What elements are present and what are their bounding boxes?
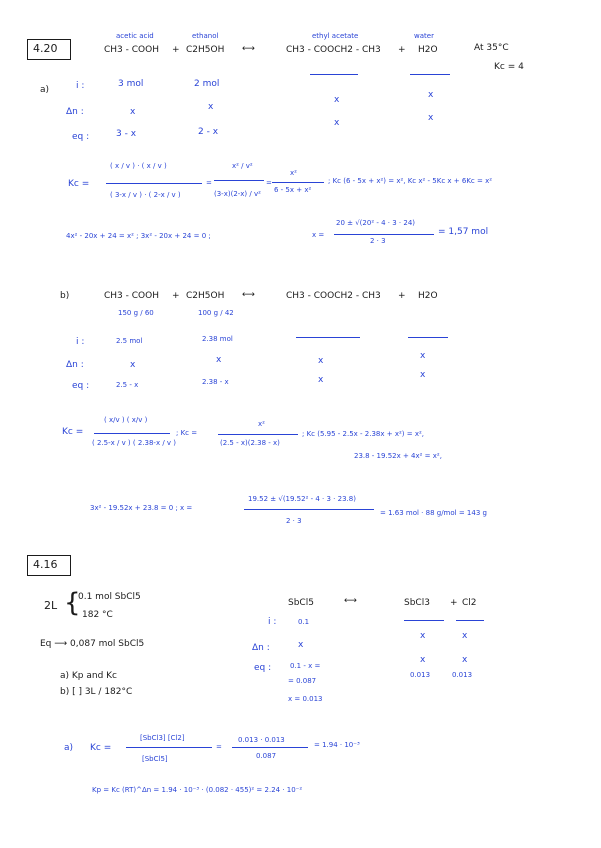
- plus-2: +: [398, 291, 406, 301]
- question-a: a) Kp and Kc: [60, 671, 118, 681]
- row-label-i: i :: [76, 337, 85, 347]
- kc-denominator-values: 0.087: [256, 752, 277, 760]
- dn-value: x: [462, 631, 468, 641]
- fraction-bar: [334, 234, 434, 235]
- x-result: = 1.63 mol · 88 g/mol = 143 g: [380, 509, 487, 517]
- eq-value: 2 - x: [198, 127, 219, 137]
- mass-acetic: 150 g / 60: [118, 309, 154, 317]
- dn-value: x: [318, 356, 324, 366]
- label-water: water: [414, 32, 434, 40]
- kc-result: = 1.94 · 10⁻³: [314, 741, 360, 749]
- kc-label: Kc =: [90, 743, 112, 753]
- kc-step2-numerator: x² / v²: [232, 162, 253, 170]
- underline: [410, 74, 450, 75]
- equals: =: [216, 743, 222, 751]
- product-water: H2O: [418, 291, 438, 301]
- row-label-dn: Δn :: [252, 643, 270, 653]
- underline: [408, 337, 448, 338]
- i-value: 2 mol: [194, 79, 220, 89]
- eq-value: x: [420, 655, 426, 665]
- eq-value: x: [318, 375, 324, 385]
- fraction-bar: [94, 433, 170, 434]
- reactant-acetic: CH3 - COOH: [104, 291, 159, 301]
- row-label-i: i :: [268, 617, 277, 627]
- eq-value: 0.013: [452, 671, 473, 679]
- eq-value: x: [428, 113, 434, 123]
- dn-value: x: [334, 95, 340, 105]
- kc-step3-denominator: 6 - 5x + x²: [274, 186, 312, 194]
- i-value: 0.1: [298, 618, 310, 626]
- x-value: x = 0.013: [288, 695, 323, 703]
- kc-given: Kc = 4: [494, 62, 524, 72]
- fraction-bar: [106, 183, 202, 184]
- fraction-bar: [272, 182, 324, 183]
- eq-value: 0.013: [410, 671, 431, 679]
- equals: =: [266, 179, 272, 187]
- x-denominator: 2 · 3: [286, 517, 302, 525]
- mass-ethanol: 100 g / 42: [198, 309, 234, 317]
- product-1: SbCl3: [404, 598, 430, 608]
- kc-numerator: ( x / v ) · ( x / v ): [110, 162, 167, 170]
- underline: [456, 620, 484, 621]
- kc2-denominator: (2.5 - x)(2.38 - x): [220, 439, 280, 447]
- row-label-dn: Δn :: [66, 107, 84, 117]
- kc-expansion: ; Kc (6 - 5x + x²) = x², Kc x² - 5Kc x + 6Kc = x²: [328, 177, 493, 185]
- underline: [310, 74, 358, 75]
- part-a-letter: a): [40, 85, 50, 95]
- dn-value: x: [208, 102, 214, 112]
- given-amount: 0.1 mol SbCl5: [78, 592, 141, 602]
- row-label-eq: eq :: [254, 663, 272, 673]
- dn-value: x: [130, 107, 136, 117]
- given-temperature: 182 °C: [82, 610, 113, 620]
- row-label-eq: eq :: [72, 132, 90, 142]
- kc-expansion-2: 23.8 - 19.52x + 4x² = x²,: [354, 452, 442, 460]
- product-2: Cl2: [462, 598, 477, 608]
- temperature: At 35°C: [474, 43, 509, 53]
- problem-number: 4.20: [33, 42, 58, 55]
- part-b-letter: b): [60, 291, 70, 301]
- eq-value: x: [334, 118, 340, 128]
- i-value: 3 mol: [118, 79, 144, 89]
- row-label-eq: eq :: [72, 381, 90, 391]
- fraction-bar: [214, 180, 264, 181]
- x-denominator: 2 · 3: [370, 237, 386, 245]
- plus-1: +: [172, 291, 180, 301]
- kc2-label: ; Kc =: [176, 429, 198, 437]
- kp-line: Kp = Kc (RT)^Δn = 1.94 · 10⁻³ · (0.082 · 455)² = 2.24 · 10⁻²: [92, 786, 303, 794]
- eq-value: x: [462, 655, 468, 665]
- volume: 2L: [44, 599, 58, 612]
- row-label-dn: Δn :: [66, 360, 84, 370]
- plus: +: [450, 598, 458, 608]
- label-acetic-acid: acetic acid: [116, 32, 154, 40]
- kc2-numerator: x²: [258, 420, 265, 428]
- eq-value: 2.38 - x: [202, 378, 229, 386]
- i-value: 2.38 mol: [202, 335, 233, 343]
- product-ethyl-acetate: CH3 - COOCH2 - CH3: [286, 45, 381, 55]
- underline: [404, 620, 444, 621]
- plus-1: +: [172, 45, 180, 55]
- kc-denominator: ( 2.5-x / v ) ( 2.38-x / v ): [92, 439, 177, 447]
- x-numerator: 20 ± √(20² - 4 · 3 · 24): [336, 219, 415, 227]
- quadratic-line: 3x² - 19.52x + 23.8 = 0 ; x =: [90, 504, 193, 512]
- x-label: x =: [312, 231, 325, 239]
- dn-value: x: [428, 90, 434, 100]
- kc-step3-numerator: x²: [290, 169, 297, 177]
- underline: [296, 337, 360, 338]
- dn-value: x: [216, 355, 222, 365]
- quadratic-line: 4x² - 20x + 24 = x² ; 3x² - 20x + 24 = 0 ;: [66, 232, 211, 240]
- reactant-ethanol: C2H5OH: [186, 291, 225, 301]
- plus-2: +: [398, 45, 406, 55]
- dn-value: x: [420, 631, 426, 641]
- dn-value: x: [420, 351, 426, 361]
- kc-numerator: ( x/v ) ( x/v ): [104, 416, 148, 424]
- kc-denominator: ( 3-x / v ) · ( 2-x / v ): [110, 191, 181, 199]
- eq-value: 2.5 - x: [116, 381, 139, 389]
- x-numerator: 19.52 ± √(19.52² - 4 · 3 · 23.8): [248, 495, 356, 503]
- kc-expansion: ; Kc (5.95 - 2.5x - 2.38x + x²) = x²,: [302, 430, 425, 438]
- reactant-acetic: CH3 - COOH: [104, 45, 159, 55]
- equilibrium-arrow: ⟷: [344, 596, 357, 606]
- label-ethanol: ethanol: [192, 32, 219, 40]
- x-result: = 1,57 mol: [438, 227, 489, 237]
- label-ethyl-acetate: ethyl acetate: [312, 32, 359, 40]
- kc-step2-denominator: (3-x)(2-x) / v²: [214, 190, 261, 198]
- kc-denominator: [SbCl5]: [142, 755, 168, 763]
- reactant-ethanol: C2H5OH: [186, 45, 225, 55]
- fraction-bar: [232, 747, 308, 748]
- problem-number: 4.16: [33, 558, 58, 571]
- product-ethyl-acetate: CH3 - COOCH2 - CH3: [286, 291, 381, 301]
- fraction-bar: [126, 747, 212, 748]
- kc-numerator-values: 0.013 · 0.013: [238, 736, 285, 744]
- equals: =: [206, 179, 212, 187]
- brace: {: [64, 588, 81, 618]
- kc-letter: a): [64, 743, 74, 753]
- kc-label: Kc =: [68, 179, 90, 189]
- row-label-i: i :: [76, 81, 85, 91]
- dn-value: x: [130, 360, 136, 370]
- question-b: b) [ ] 3L / 182°C: [60, 687, 133, 697]
- kc-label: Kc =: [62, 427, 84, 437]
- fraction-bar: [218, 434, 298, 435]
- reactant: SbCl5: [288, 598, 314, 608]
- product-water: H2O: [418, 45, 438, 55]
- eq-value: 3 - x: [116, 129, 137, 139]
- kc-numerator: [SbCl3] [Cl2]: [140, 734, 185, 742]
- equilibrium-arrow: ⟷: [242, 290, 255, 300]
- given-equilibrium: Eq ⟶ 0,087 mol SbCl5: [40, 639, 145, 649]
- eq-value: x: [420, 370, 426, 380]
- equilibrium-arrow: ⟷: [242, 44, 255, 54]
- fraction-bar: [244, 509, 374, 510]
- eq-value: 0.1 - x =: [290, 662, 321, 670]
- dn-value: x: [298, 640, 304, 650]
- i-value: 2.5 mol: [116, 337, 143, 345]
- eq-value-measured: = 0.087: [288, 677, 317, 685]
